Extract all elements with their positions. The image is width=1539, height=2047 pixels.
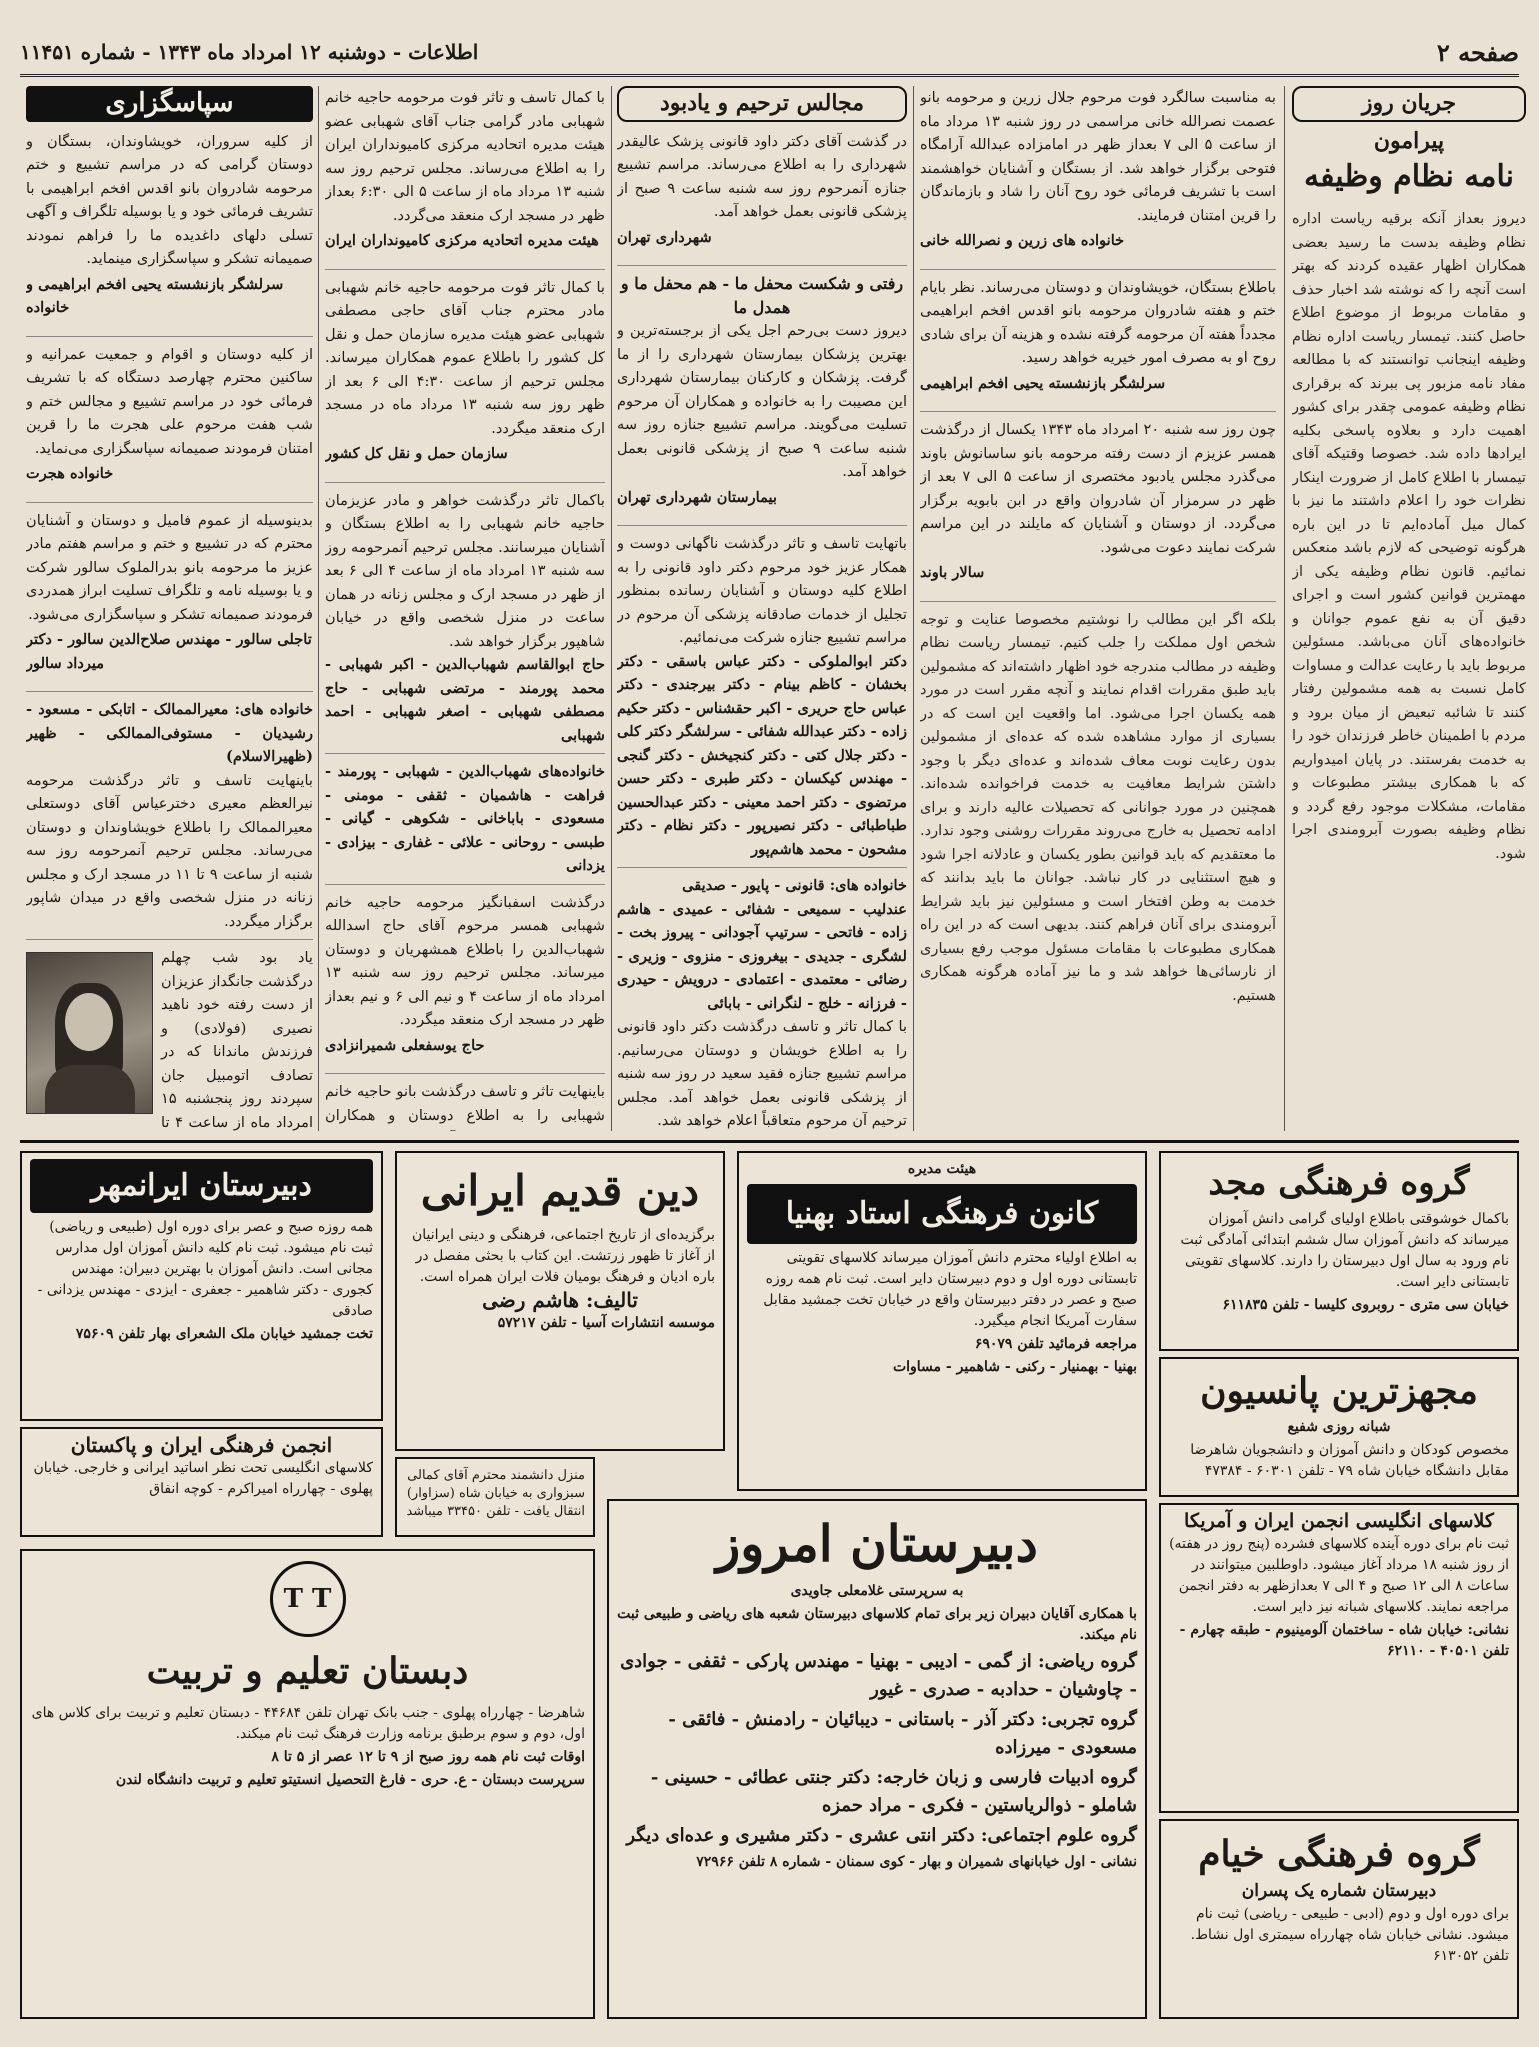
ad-subtitle: به سرپرستی غلامعلی جاویدی: [790, 1583, 964, 1599]
ad-text: همه روزه صبح و عصر برای دوره اول (طبیعی و ریاضی) ثبت نام میشود. ثبت نام کلیه دانش آموزان اول مدارس مجانی است. دانش آموزان با بهترین دبیران: مهندس کجوری - دکتر شاهمیر - جعفری - ایزدی - مهندس یزدانی - صادقی: [37, 1219, 373, 1319]
ad-title: دبیرستان امروز: [716, 1514, 1038, 1573]
ad-talim-tarbiat: [20, 1549, 595, 2019]
ad-address-change: [395, 1457, 595, 1537]
ad-title: کلاسهای انگلیسی انجمن ایران و آمریکا: [1184, 1510, 1494, 1532]
notice: [325, 760, 605, 885]
ad-address: نشانی - اول خیابانهای شمیران و بهار - کوی سمنان - شماره ۸ تلفن ۷۲۹۶۶: [696, 1854, 1137, 1870]
ad-group: گروه علوم اجتماعی: دکتر انتی عشری - دکتر مشیری و عده‌ای دیگر: [626, 1825, 1137, 1846]
ad-mojd: [1159, 1151, 1519, 1351]
ad-title: انجمن فرهنگی ایران و پاکستان: [70, 1433, 333, 1457]
notice-text: چون روز سه شنبه ۲۰ امرداد ماه ۱۳۴۳ یکسال از درگذشت همسر عزیزم از دست رفته مرحومه بانو ساسانوش باوند می‌گذرد مجلس یادبود مختصری از ساعت ۵ الی ۷ بعد از ظهر در سرمزار آن شادروان واقع در ابن بابویه برگزار می‌گردد. از دوستان و آشنایان که مایلند در این مراسم شرکت نمایند دعوت می‌شود.: [920, 421, 1276, 556]
column-notices-2: [617, 86, 907, 1131]
school-logo: T T: [270, 1561, 346, 1637]
notice-signature: حاج یوسفعلی شمیرانزادی: [325, 1036, 485, 1054]
notice-signature: خانواده هجرت: [26, 465, 114, 482]
column-rule: [318, 86, 319, 1131]
notice-text: با کمال تاثر و تاسف درگذشت دکتر داود قانونی را به اطلاع خویشان و دوستان می‌رسانیم. مراسم تشییع جنازه فقید سعید در روز سه شنبه از پزشکی قانونی بعمل خواهد آمد. مجلس ترحیم آن مرحوم متعاقباً اعلام خواهد شد.: [617, 1018, 907, 1129]
ad-group: گروه ریاضی: از گمی - ادیبی - بهنیا - مهندس پارکی - ثقفی - جوادی - چاوشیان - حدادبه - صدری - غیور: [620, 1651, 1137, 1700]
notice-names: دکتر ابوالملوکی - دکتر عباس باسقی - دکتر بخشان - کاظم بینام - دکتر بیرجندی - دکتر عباس حاج حریری - اکبر حقشناس - دکتر حکیم زاده - دکتر عبدالله شفائی - سرلشگر دکتر کلی - دکتر جلال کتی - دکتر کنجیخش - دکتر گنجی - مهندس کیکسان - دکتر طبری - دکتر حسن مرتضوی - دکتر احمد معینی - دکتر عبدالحسین طباطبائی - دکتر نصیرپور - دکتر نظام - دکتر مشحون - محمد هاشم‌پور: [617, 652, 907, 858]
notice-text: باینهایت تاسف و تاثر درگذشت مرحومه نیرالعظم معیری دخترعیاس آقای دوستعلی معیرالممالک را باطلاع خویشاوندان و دوستان می‌رساند. مجلس ترحیم آنمرحومه روز سه شنبه از ساعت ۹ تا ۱۱ در مسجد ارک و مجلس زنانه در منزل شخصی واقع در میدان شاپور برگزار میگردد.: [26, 771, 313, 930]
notice-text: دیروز دست بی‌رحم اجل یکی از برجسته‌ترین و بهترین پزشکان بیمارستان شهرداری را از ما گرفت. پزشکان و کارکنان بیمارستان شهرداری این مصیبت را به خانواده و همکاران آن مرحوم تسلیت می‌گویند. مراسم تشییع جنازه روز سه شنبه ساعت ۹ صبح از پزشکی قانونی بعمل خواهد آمد.: [617, 322, 907, 480]
notice: [26, 698, 313, 940]
ad-group: گروه ادبیات فارسی و زبان خارجه: دکتر جنتی عطائی - حسینی - شاملو - ذوالریاستین - فکری - مراد حمزه: [650, 1767, 1137, 1816]
ad-book-din: [395, 1151, 725, 1451]
ad-title: گروه فرهنگی مجد: [1208, 1163, 1470, 1203]
ad-english-classes: [1159, 1503, 1519, 1813]
notice: [920, 418, 1276, 602]
notice-text: از کلیه سروران، خویشاوندان، بستگان و دوستان گرامی که در مراسم تشییع و ختم مرحومه شادروان بانو اقدس افخم ابراهیمی با تشریف فرمائی خود و یا بوسیله تلگراف و آگهی تسلی دلهای داغدیده ما را فراهم نمودند صمیمانه تشکر و سپاسگزاری مینماید.: [26, 132, 313, 267]
notice-text: یاد بود شب چهلم درگذشت جانگداز عزیزان از دست رفته خود ناهید نصیری (فولادی) و فرزندش ماندانا که در تصادف اتومبیل جان سپردند روز پنجشنبه ۱۵ امرداد ماه از ساعت ۴ تا: [161, 949, 313, 1131]
notice-signature: سالار باوند: [920, 564, 985, 581]
column-rule: [611, 86, 612, 1131]
notice-text: در گذشت آقای دکتر داود قانونی پزشک عالیقدر شهرداری را به اطلاع می‌رساند. مراسم تشییع جنازه آنمرحوم روز سه شنبه ساعت ۹ صبح از پزشکی قانونی بعمل خواهد آمد.: [617, 132, 907, 220]
notice-signature: شهرداری تهران: [617, 228, 712, 246]
notice-signature: خانواده های زرین و نصرالله خانی: [920, 232, 1125, 249]
masthead: [20, 30, 1519, 77]
notice-text: با کمال تاسف و تاثر فوت مرحومه حاجیه خانم شهبابی مادر گرامی جناب آقای شهبابی عضو هیئت مدیره اتحادیه مرکزی کامیونداران ایران را به اطلاع می‌رساند. مجلس ترحیم روز سه شنبه ۱۳ مرداد ماه از ساعت ۵ الی ۶:۳۰ بعداز ظهر در مسجد ارک منعقد می‌گردد.: [325, 89, 605, 224]
section-box: جریان روز: [1292, 86, 1526, 122]
ad-pansion: [1159, 1357, 1519, 1497]
ad-publisher: موسسه انتشارات آسیا - تلفن ۵۷۲۱۷: [497, 1315, 715, 1331]
section-header: سپاسگزاری: [26, 86, 313, 122]
notice: [617, 319, 907, 526]
notice: [26, 343, 313, 503]
notice-text: باکمال تاثر درگذشت خواهر و مادر عزیزمان حاجیه خانم شهبابی را به اطلاع بستگان و آشنایان میرسانند. مجلس ترحیم آنمرحومه روز سه شنبه ۱۳ امرداد ماه از ساعت ۴ الی ۶ بعد از ظهر در مسجد ارک و مجلس زنانه در همان ساعت در منزل شخصی واقع در خیابان شاهپور برگزار خواهد شد.: [325, 491, 605, 650]
ad-director: سرپرست دبستان - ع. حری - فارغ التحصیل انستیتو تعلیم و تربیت دانشگاه لندن: [115, 1772, 585, 1788]
notice: [325, 489, 605, 755]
column-rule: [913, 86, 914, 1131]
notice-text: باینهایت تاثر و تاسف درگذشت بانو حاجیه خانم شهبابی را به اطلاع دوستان و همکاران: [325, 1083, 605, 1124]
ad-text: ثبت نام برای دوره آینده کلاسهای فشرده (پنج روز در هفته) از روز شنبه ۱۸ مرداد آغاز میشود. داوطلبین میتوانند در ساعات ۸ الی ۱۲ صبح و ۴ الی ۷ بعدازظهر به دفتر انجمن مراجعه نمایند. کلاسهای شبانه نیز دایر است.: [1169, 1536, 1509, 1615]
notice: [920, 86, 1276, 270]
ad-title: دبیرستان ایرانمهر: [30, 1159, 373, 1213]
ad-title: دبستان تعلیم و تربیت: [146, 1650, 469, 1692]
notice: [26, 130, 313, 337]
ad-header: هیئت مدیره: [907, 1161, 977, 1177]
column-rule: [1284, 86, 1285, 1131]
notice: [617, 130, 907, 267]
notice-signature: سرلشگر بازنشسته یحیی افخم ابراهیمی: [920, 374, 1166, 392]
ad-text: با همکاری آقایان دبیران زیر برای تمام کلاسهای دبیرستان شعبه های ریاضی و طبیعی ثبت نام میکند.: [617, 1606, 1137, 1643]
notice-names: عندلیب - سمیعی - شفائی - عمیدی - هاشم زاده - فاتحی - سرتیپ آجودانی - پیروز بخت - لشگری - جدیدی - بیغروزی - منزوی - وزیری - رضائی - معتمدی - اعتمادی - درویش - حیدری - فرزانه - خلج - لنگرانی - بابائی: [617, 900, 907, 1012]
ad-address: خیابان سی متری - روبروی کلیسا - تلفن ۶۱۱۸۳۵: [1222, 1297, 1509, 1313]
notice: [325, 276, 605, 483]
ad-text: منزل دانشمند محترم آقای کمالی سبزواری به خیابان شاه (سزاوار) انتقال یافت - تلفن ۳۳۴۵۰ میباشد: [406, 1468, 585, 1519]
ad-text: برگزیده‌ای از تاریخ اجتماعی، فرهنگی و دینی ایرانیان از آغاز تا ظهور زرتشت. این کتاب با بحثی مفصل در باره ادیان و فرهنگ بومیان فلات ایران همراه است.: [411, 1227, 715, 1285]
article-body: دیروز بعداز آنکه برقیه ریاست اداره نظام وظیفه بدست ما رسید بعضی همکاران اظهار عقیده کردند که بهتر است آنچه را که نوشته شد اخبار حذف و مقامات مربوط از موضوع اطلاع حاصل کنند. تیمسار ریاست اداره نظام وظیفه اینجانب توانستند که با مطالعه مفاد نامه مزبور پی ببرند که برقراری نظام وظیفه عمومی چقدر برای کشور اهمیت دارد و بعلاوه پاسخی بکلیه ایرادها داده شد. خصوصا وقتیکه آقای تیمسار با اطلاع کامل از ضرورت اینکار نظرات خود را اعلام داشتند ما نیز با کمال میل آماده‌ایم تا در این باره هرگونه توضیحی که لازم باشد منعکس نمائیم. قانون نظام وظیفه یکی از مهمترین قوانین کشور است و اجرای دقیق آن به نفع عموم جوانان و خانواده‌های آنان می‌باشد. مسئولین مربوط باید با رعایت عدالت و مساوات کامل نسبت به همه مشمولین رفتار کنند تا شائبه تبعیض از میان برود و مردم با اطمینان خاطر فرزندان خود را به خدمت بفرستند. در پایان امیدواریم که با همکاری بیشتر مطبوعات و مقامات، مشکلات موجود رفع گردد و نظام وظیفه بصورت آبرومندی اجرا شود.: [1292, 210, 1526, 862]
issue-info: اطلاعات - دوشنبه ۱۲ امرداد ماه ۱۳۴۳ - شماره ۱۱۴۵۱: [20, 40, 479, 64]
notice: [325, 86, 605, 270]
ad-title: دین قدیم ایرانی: [420, 1166, 700, 1215]
notice: [325, 891, 605, 1075]
portrait-photo: [26, 952, 153, 1114]
notice-text: بدینوسیله از عموم فامیل و دوستان و آشنایان محترم که در تشییع و ختم و مراسم هفتم مادر عزیز ما مرحومه بانو بدرالملوک سالور شرکت و یا بوسیله نامه و تلگراف تسلیت ابراز همدردی فرمودند صمیمانه تشکر و سپاسگزاری می‌شود.: [26, 511, 313, 623]
article-continuation: بلکه اگر این مطالب را نوشتیم مخصوصا عنایت و توجه شخص اول مملکت را جلب کنیم. تیمسار ریاست نظام وظیفه در مطالب مندرجه خود اظهار داشته‌اند که مشمولین باید طبق مقررات اقدام نمایند و آنچه مقرر است در مورد همه یکسان اجرا می‌شود. اما واقعیت این است که در بسیاری از موارد مشاهده شده که عده‌ای از مشمولین بدون رعایت نوبت معاف شده‌اند و عده‌ای دیگر با وجود داشتن شرایط معافیت به خدمت فراخوانده شده‌اند. همچنین در مورد جوانانی که تحصیلات عالیه دارند و برای ادامه تحصیل به خارج می‌روند مقررات روشنی وجود ندارد. ما معتقدیم که باید قوانین بطور یکسان و عادلانه اجرا شود و هیچ استثنایی در کار نباشد. جوانان ما باید بدانند که خدمت به وطن افتخار است و مسئولین نیز باید شرایط آبرومندی برای آنان فراهم کنند. بدیهی است که در این راه همکاری مطبوعات با مقامات مسئول موجب رفع بسیاری از نارسائی‌ها خواهد شد و ما نیز آماده هرگونه همکاری هستیم.: [920, 610, 1276, 1004]
notice-text: باطلاع بستگان، خویشاوندان و دوستان می‌رساند. نظر بایام ختم و هفته شادروان مرحومه بانو اقدس افخم ابراهیمی مجدداً هفته آن مرحومه گرفته نشده و هزینه آن برای شادی روح او به مصرف امور خیریه خواهد رسید.: [920, 278, 1276, 366]
notice-text: باتهایت تاسف و تاثر درگذشت ناگهانی دوست و همکار عزیز خود مرحوم دکتر داود قانونی را به اطلاع کلیه دوستان و آشنایان رسانده بمنظور تجلیل از خدمات صادقانه پزشکی آن مرحوم در مراسم تشییع جنازه شرکت می‌نمائیم.: [617, 535, 907, 646]
notice-signature: هیئت مدیره اتحادیه مرکزی کامیونداران ایران: [325, 232, 599, 249]
column-thanks: [26, 86, 313, 1131]
notice-names: خانواده های: معیرالممالک - اتابکی - مسعود - رشیدیان - مستوفی‌الممالکی - ظهیر (ظهیرالاسلام): [26, 701, 313, 765]
ad-text: مخصوص کودکان و دانش آموزان و دانشجویان شاهرضا مقابل دانشگاه خیابان شاه ۷۹ - تلفن ۶۰۳۰۱ - ۴۷۳۸۴: [1190, 1442, 1509, 1479]
section-box: مجالس ترحیم و یادبود: [617, 86, 907, 122]
ad-text: به اطلاع اولیاء محترم دانش آموزان میرساند کلاسهای تقویتی تابستانی دوره اول و دوم دبیرستان دایر است. ثبت نام همه روزه صبح و عصر در دفتر دبیرستان واقع در خیابان تخت جمشید مقابل سفارت آمریکا انجام میگیرد.: [763, 1250, 1137, 1329]
ad-subtitle: شبانه روزی شفیع: [1287, 1419, 1391, 1435]
ad-group: گروه تجربی: دکتر آذر - باستانی - دیبائیان - رادمنش - فائقی - مسعودی - میرزاده: [668, 1709, 1137, 1758]
notice-signature: تاجلی سالور - مهندس صلاح‌الدین سالور - دکتر میرداد سالور: [26, 631, 312, 672]
ad-title: کانون فرهنگی استاد بهنیا: [747, 1184, 1137, 1244]
notice: [920, 276, 1276, 413]
page-number: صفحه ۲: [1436, 37, 1519, 67]
ad-author: تالیف: هاشم رضی: [482, 1288, 638, 1312]
notice-signature: خانواده های: قانونی - پایور - صدیقی: [682, 877, 907, 894]
notice-names: خانواده‌های شهباب‌الدین - شهبابی - پورمند - فراهت - هاشمیان - ثقفی - مومنی - مسعودی - باباخانی - شکوهی - گیانی - طبسی - روحانی - علائی - غفاری - بیزادی - یزدانی: [325, 763, 605, 874]
notice-text: با کمال تاثر فوت مرحومه حاجیه خانم شهبابی مادر محترم جناب آقای حاجی مصطفی شهبابی عضو هیئت مدیره سازمان حمل و نقل کل کشور را باطلاع عموم همکاران میرساند. مجلس ترحیم از ساعت ۴:۳۰ الی ۶ بعد از ظهر روز سه شنبه ۱۳ مرداد ماه در مسجد ارک منعقد میگردد.: [325, 278, 605, 437]
column-notices-1: [920, 86, 1276, 1131]
notice-signature: سازمان حمل و نقل کل کشور: [325, 445, 508, 462]
ad-text: باکمال خوشوقتی باطلاع اولیای گرامی دانش آموزان میرساند که دانش آموزان سال ششم ابتدائی آمادگی ثبت نام ورود به سال اول دبیرستان را دارند. کلاسهای تقویتی تابستانی دایر است.: [1180, 1211, 1509, 1290]
ad-iranmehr: [20, 1151, 383, 1421]
ad-behnia: [737, 1151, 1147, 1491]
notice-signature: بیمارستان شهرداری تهران: [617, 488, 777, 506]
ad-names: بهنیا - بهمنیار - رکنی - شاهمیر - مساوات: [892, 1359, 1137, 1375]
notice-text: از کلیه دوستان و اقوام و جمعیت عمرانیه و ساکنین محترم چهارصد دستگاه که با تشریف فرمائی خود در مراسم تشییع و مجالس ختم و شب هفت مرحوم علی هجرت ما را قرین امتنان فرمودند صمیمانه سپاسگزاری می‌نماید.: [26, 345, 313, 457]
ad-address: تخت جمشید خیابان ملک الشعرای بهار تلفن ۷۵۶۰۹: [75, 1326, 373, 1342]
notice-text: درگذشت اسفبانگیز مرحومه حاجیه خانم شهبابی همسر مرحوم آقای حاج اسدالله شهباب‌الدین را باطلاع همشهریان و دوستان میرساند. مجلس ترحیم روز سه شنبه ۱۳ امرداد ماه از ساعت ۴ و نیم الی ۶ و نیم بعداز ظهر در مسجد ارک منعقد میگردد.: [325, 893, 605, 1028]
ad-text: برای دوره اول و دوم (ادبی - طبیعی - ریاضی) ثبت نام میشود. نشانی خیابان شاه چهارراه سیمتری اول نشاط. تلفن ۶۱۳۰۵۲: [1190, 1906, 1509, 1964]
ad-khayyam: [1159, 1819, 1519, 2019]
ad-title: گروه فرهنگی خیام: [1198, 1833, 1480, 1875]
ad-phone: مراجعه فرمائید تلفن ۶۹۰۷۹: [974, 1336, 1137, 1352]
headline: نامه نظام وظیفه: [1304, 159, 1514, 194]
notice: [325, 1080, 605, 1131]
column-notices-3: [325, 86, 605, 1131]
notice-text: به مناسبت سالگرد فوت مرحوم جلال زرین و مرحومه بانو عصمت نصرالله خانی مراسمی در روز شنبه ۱۳ مرداد ماه از ساعت ۵ الی ۷ بعداز ظهر در امامزاده عبدالله آرامگاه فتوحی برگزار خواهد شد. از بستگان و آشنایان خواهشمند است با تشریف فرمائی خود روح آنان را شاد و بازماندگان را قرین امتنان فرمایند.: [920, 89, 1276, 224]
advertisements: [20, 1140, 1519, 2033]
notice-names: حاج ابوالقاسم شهباب‌الدین - اکبر شهبابی - محمد پورمند - مرتضی شهبابی - حاج مصطفی شهبابی - اصغر شهبابی - احمد شهبابی: [325, 656, 605, 744]
ad-title: مجهزترین پانسیون: [1200, 1370, 1478, 1412]
ad-address: نشانی: خیابان شاه - ساختمان آلومینیوم - طبقه چهارم - تلفن ۴۰۵۰۱ - ۶۲۱۱۰: [1179, 1622, 1509, 1659]
notice: [617, 874, 907, 1131]
notice-title: رفتی و شکست محفل ما - هم محفل ما و همدل ما: [620, 274, 904, 317]
ad-subtitle: دبیرستان شماره یک پسران: [1241, 1881, 1437, 1901]
ad-text: کلاسهای انگلیسی تحت نظر اساتید ایرانی و خارجی. خیابان پهلوی - چهارراه امیراکرم - کوچه انفاق: [33, 1460, 373, 1497]
notice: [26, 509, 313, 693]
ad-iran-pakistan: [20, 1427, 383, 1537]
column-editorial: [1292, 86, 1526, 1131]
ad-hours: اوقات ثبت نام همه روز صبح از ۹ تا ۱۲ عصر از ۵ تا ۸: [271, 1749, 585, 1765]
notice-with-photo: [26, 946, 313, 1131]
ad-emrooz: [607, 1499, 1147, 2019]
ad-text: شاهرضا - چهارراه پهلوی - جنب بانک تهران تلفن ۴۴۶۸۴ - دبستان تعلیم و تربیت برای کلاس های اول، دوم و سوم برطبق برنامه وزارت فرهنگ ثبت نام میکند.: [31, 1705, 585, 1742]
notice-signature: سرلشگر بازنشسته یحیی افخم ابراهیمی و خانواده: [26, 275, 284, 316]
notice: [617, 532, 907, 868]
headline-kicker: پیرامون: [1373, 127, 1445, 154]
